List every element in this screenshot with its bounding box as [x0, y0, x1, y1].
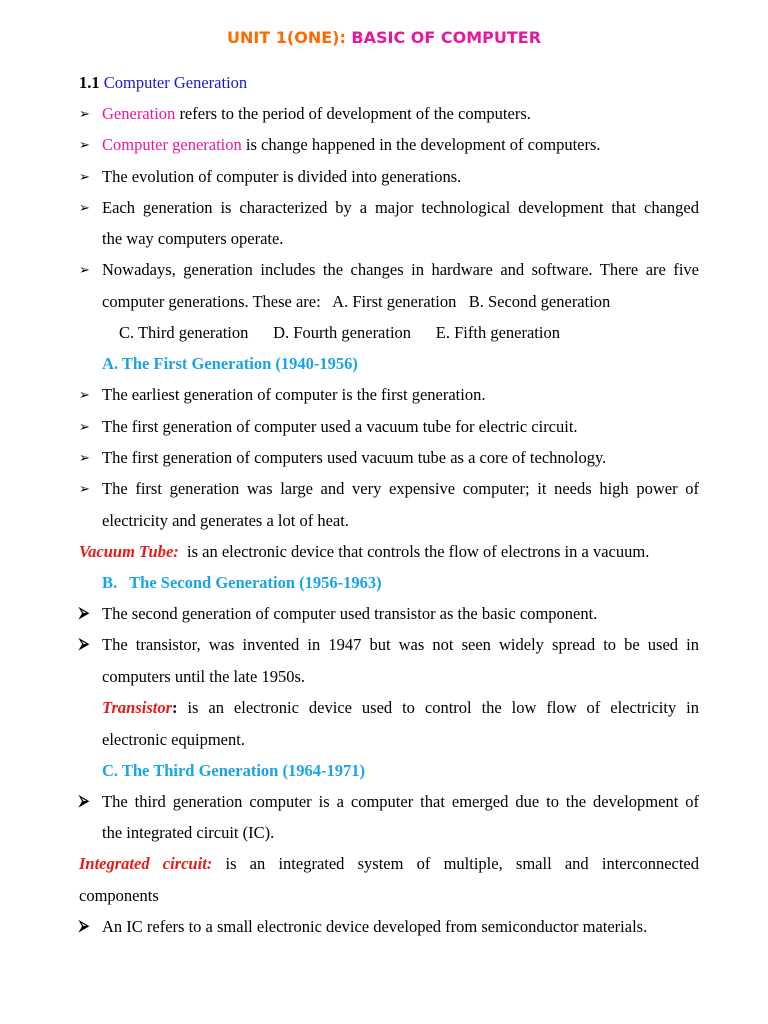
- list-item: ➢ Each generation is characterized by a major technological development that changed: [79, 198, 699, 217]
- bullet-arrow-icon: ➢: [79, 137, 90, 152]
- definition-transistor: Transistor: is an electronic device used to control the low flow of electricity in: [102, 698, 699, 717]
- list-item: ➢ Computer generation is change happened in the development of computers.: [79, 135, 601, 154]
- bullet-arrow-icon: ➢: [79, 200, 90, 215]
- bullet-arrow-icon: ⮚: [79, 919, 89, 934]
- list-item: ➢ The first generation of computer used a vacuum tube for electric circuit.: [79, 417, 578, 436]
- bullet-arrow-icon: ➢: [79, 262, 90, 277]
- list-item-continuation: computer generations. These are: A. First generation B. Second generation: [102, 292, 611, 311]
- list-item-continuation: electricity and generates a lot of heat.: [102, 511, 349, 530]
- list-item-continuation: the way computers operate.: [102, 229, 284, 248]
- list-item: ⮚ The second generation of computer used transistor as the basic component.: [79, 604, 598, 623]
- list-item: ➢ The earliest generation of computer is the first generation.: [79, 385, 486, 404]
- bullet-arrow-icon: ➢: [79, 106, 90, 121]
- list-item: ⮚ An IC refers to a small electronic device developed from semiconductor materials.: [79, 917, 648, 936]
- page-title: UNIT 1(ONE): BASIC OF COMPUTER: [226, 28, 542, 47]
- list-item: ➢ The first generation of computers used vacuum tube as a core of technology.: [79, 448, 607, 467]
- bullet-arrow-icon: ⮚: [79, 794, 89, 809]
- bullet-arrow-icon: ➢: [79, 419, 90, 434]
- definition-vacuum-tube: Vacuum Tube: is an electronic device that controls the flow of electrons in a vacuum.: [79, 542, 650, 561]
- bullet-arrow-icon: ➢: [79, 169, 90, 184]
- section-heading: 1.1 Computer Generation: [79, 73, 248, 92]
- list-item: ➢ The first generation was large and very expensive computer; it needs high power of: [79, 479, 699, 498]
- list-item: ➢ Generation refers to the period of development of the computers.: [79, 104, 531, 123]
- list-item-continuation: C. Third generation D. Fourth generation E. Fifth generation: [119, 323, 560, 342]
- list-item: ⮚ The transistor, was invented in 1947 but was not seen widely spread to be used in: [79, 635, 699, 654]
- list-item: ➢ The evolution of computer is divided into generations.: [79, 167, 462, 186]
- bullet-arrow-icon: ⮚: [79, 637, 89, 652]
- bullet-arrow-icon: ⮚: [79, 606, 89, 621]
- definition-continuation: electronic equipment.: [102, 730, 245, 749]
- list-item: ➢ Nowadays, generation includes the changes in hardware and software. There are five: [79, 260, 699, 279]
- bullet-arrow-icon: ➢: [79, 450, 90, 465]
- list-item: ⮚ The third generation computer is a computer that emerged due to the development of: [79, 792, 699, 811]
- subheading-first-generation: A. The First Generation (1940-1956): [102, 354, 358, 373]
- list-item-continuation: the integrated circuit (IC).: [102, 823, 275, 842]
- bullet-arrow-icon: ➢: [79, 481, 90, 496]
- subheading-second-generation: B. The Second Generation (1956-1963): [102, 573, 382, 592]
- subheading-third-generation: C. The Third Generation (1964-1971): [102, 761, 365, 780]
- bullet-arrow-icon: ➢: [79, 387, 90, 402]
- list-item-continuation: computers until the late 1950s.: [102, 667, 306, 686]
- definition-integrated-circuit: Integrated circuit: is an integrated system of multiple, small and interconnected: [79, 854, 699, 873]
- definition-continuation: components: [79, 886, 159, 905]
